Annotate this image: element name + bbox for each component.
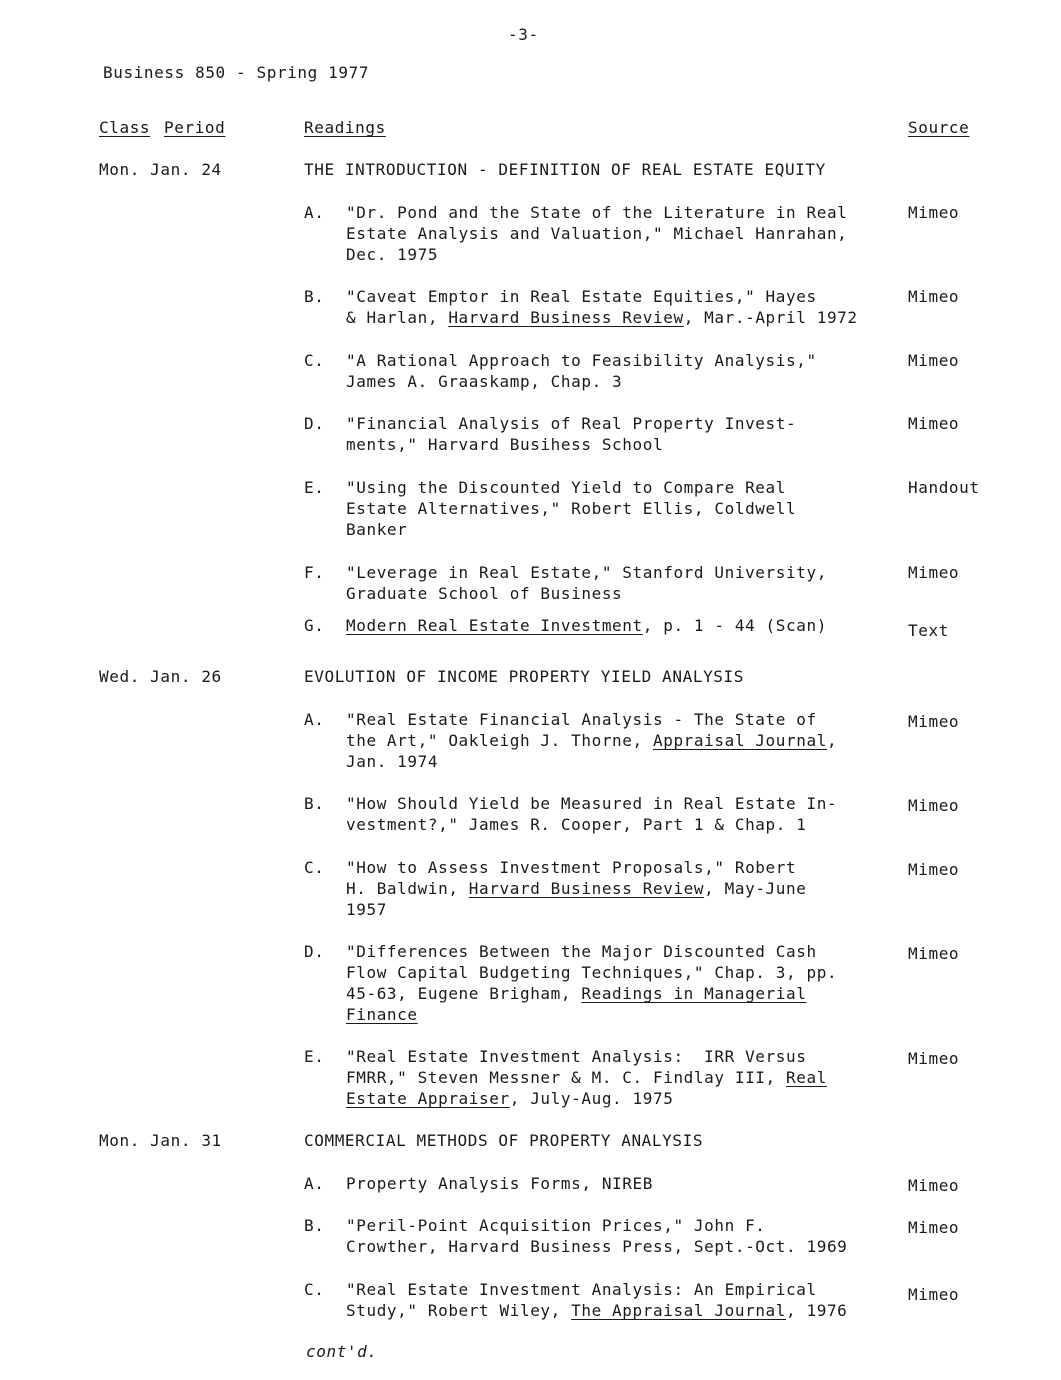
reading-text: Estate Analysis and Valuation," Michael Hanrahan, xyxy=(346,224,848,243)
reading-text: "How to Assess Investment Proposals," Robert xyxy=(346,858,797,877)
reading-source: Mimeo xyxy=(908,414,960,433)
reading-text: Study," Robert Wiley, xyxy=(346,1301,572,1320)
reading-letter: D. xyxy=(304,942,325,961)
reading-line xyxy=(346,371,622,392)
reading-source: Mimeo xyxy=(908,1218,960,1237)
reading-line xyxy=(346,434,663,455)
publication-title: The Appraisal Journal xyxy=(571,1301,787,1320)
reading-text: "How Should Yield be Measured in Real Estate In- xyxy=(346,794,838,813)
session-date: Mon. Jan. 31 xyxy=(99,1131,222,1150)
reading-line xyxy=(346,286,817,307)
reading-line xyxy=(346,498,796,519)
reading-text: "Financial Analysis of Real Property Invest- xyxy=(346,414,797,433)
reading-letter: C. xyxy=(304,351,325,370)
reading-source: Mimeo xyxy=(908,351,960,370)
reading-text: "Peril-Point Acquisition Prices," John F. xyxy=(346,1216,766,1235)
publication-title: Finance xyxy=(346,1005,418,1024)
reading-text: 1957 xyxy=(346,900,387,919)
reading-text: , 1976 xyxy=(786,1301,848,1320)
reading-line xyxy=(346,244,438,265)
reading-source: Mimeo xyxy=(908,287,960,306)
reading-line xyxy=(346,1173,653,1194)
reading-text: James A. Graaskamp, Chap. 3 xyxy=(346,372,623,391)
reading-text: Banker xyxy=(346,520,408,539)
reading-text: Crowther, Harvard Business Press, Sept.-Oct. 1969 xyxy=(346,1237,848,1256)
reading-source: Mimeo xyxy=(908,1049,960,1068)
reading-line xyxy=(346,1067,827,1088)
publication-title: Harvard Business Review xyxy=(448,308,684,327)
reading-line xyxy=(346,814,806,835)
reading-source: Mimeo xyxy=(908,712,960,731)
reading-line xyxy=(346,878,806,899)
publication-title: Modern Real Estate Investment xyxy=(346,616,643,635)
reading-source: Mimeo xyxy=(908,563,960,582)
reading-text: 45-63, Eugene Brigham, xyxy=(346,984,582,1003)
reading-line xyxy=(346,751,438,772)
reading-line xyxy=(346,1300,847,1321)
reading-line xyxy=(346,730,837,751)
reading-text: , Mar.-April 1972 xyxy=(683,308,858,327)
publication-title: Harvard Business Review xyxy=(468,879,705,898)
reading-text: "Caveat Emptor in Real Estate Equities," Hayes xyxy=(346,287,817,306)
reading-text: H. Baldwin, xyxy=(346,879,469,898)
reading-line xyxy=(346,1215,766,1236)
reading-text: FMRR," Steven Messner & M. C. Findlay III, xyxy=(346,1068,787,1087)
reading-line xyxy=(346,615,827,636)
reading-line xyxy=(346,583,622,604)
reading-text: "A Rational Approach to Feasibility Analysis," xyxy=(346,351,817,370)
reading-letter: D. xyxy=(304,414,325,433)
reading-line xyxy=(346,983,806,1004)
reading-line xyxy=(346,1004,418,1025)
reading-text: vestment?," James R. Cooper, Part 1 & Chap. 1 xyxy=(346,815,807,834)
reading-line xyxy=(346,519,407,540)
reading-source: Mimeo xyxy=(908,796,960,815)
reading-source: Mimeo xyxy=(908,944,960,963)
continued-note: cont'd. xyxy=(306,1342,378,1361)
reading-text: , July-Aug. 1975 xyxy=(509,1089,674,1108)
reading-letter: A. xyxy=(304,710,325,729)
reading-source: Mimeo xyxy=(908,860,960,879)
column-header-source: Source xyxy=(908,118,970,137)
session-date: Wed. Jan. 26 xyxy=(99,667,222,686)
reading-text: the Art," Oakleigh J. Thorne, xyxy=(346,731,653,750)
reading-text: Dec. 1975 xyxy=(346,245,439,264)
reading-line xyxy=(346,202,847,223)
reading-letter: B. xyxy=(304,1216,325,1235)
reading-text: "Differences Between the Major Discounted Cash xyxy=(346,942,817,961)
reading-letter: G. xyxy=(304,616,325,635)
reading-letter: F. xyxy=(304,563,325,582)
reading-text: Property Analysis Forms, NIREB xyxy=(346,1174,653,1193)
reading-letter: C. xyxy=(304,1280,325,1299)
reading-line xyxy=(346,562,827,583)
publication-title: Estate Appraiser xyxy=(346,1089,510,1108)
column-header-period: Period xyxy=(164,118,226,137)
reading-source: Mimeo xyxy=(908,1176,960,1195)
reading-text: "Leverage in Real Estate," Stanford University, xyxy=(346,563,827,582)
reading-source: Mimeo xyxy=(908,1285,960,1304)
publication-title: Real xyxy=(786,1068,827,1087)
reading-line xyxy=(346,223,847,244)
reading-letter: B. xyxy=(304,287,325,306)
reading-line xyxy=(346,350,817,371)
reading-line xyxy=(346,413,796,434)
reading-letter: B. xyxy=(304,794,325,813)
reading-line xyxy=(346,477,786,498)
session-topic: EVOLUTION OF INCOME PROPERTY YIELD ANALYSIS xyxy=(304,667,745,686)
reading-source: Handout xyxy=(908,478,980,497)
reading-text: "Using the Discounted Yield to Compare Real xyxy=(346,478,787,497)
reading-text: Jan. 1974 xyxy=(346,752,439,771)
reading-text: & Harlan, xyxy=(346,308,449,327)
reading-line xyxy=(346,857,796,878)
session-topic: THE INTRODUCTION - DEFINITION OF REAL ESTATE EQUITY xyxy=(304,160,826,179)
reading-text: , p. 1 - 44 (Scan) xyxy=(642,616,827,635)
reading-line xyxy=(346,1088,673,1109)
reading-text: ments," Harvard Busihess School xyxy=(346,435,664,454)
reading-text: , May-June xyxy=(704,879,807,898)
column-header-readings: Readings xyxy=(304,118,386,137)
reading-letter: C. xyxy=(304,858,325,877)
session-date: Mon. Jan. 24 xyxy=(99,160,222,179)
reading-text: "Real Estate Investment Analysis: An Empirical xyxy=(346,1280,817,1299)
page-number: -3- xyxy=(508,25,539,44)
reading-line xyxy=(346,899,387,920)
column-header-class: Class xyxy=(99,118,151,137)
reading-line xyxy=(346,709,817,730)
reading-source: Mimeo xyxy=(908,203,960,222)
reading-letter: A. xyxy=(304,1174,325,1193)
reading-text: "Dr. Pond and the State of the Literature in Real xyxy=(346,203,848,222)
reading-text: "Real Estate Financial Analysis - The State of xyxy=(346,710,817,729)
reading-text: Estate Alternatives," Robert Ellis, Coldwell xyxy=(346,499,797,518)
publication-title: Readings in Managerial xyxy=(581,984,807,1003)
reading-text: , xyxy=(826,731,838,750)
reading-letter: E. xyxy=(304,478,325,497)
reading-line xyxy=(346,1236,847,1257)
reading-text: "Real Estate Investment Analysis: IRR Versus xyxy=(346,1047,807,1066)
reading-line xyxy=(346,941,817,962)
reading-letter: A. xyxy=(304,203,325,222)
publication-title: Appraisal Journal xyxy=(652,731,827,750)
reading-line xyxy=(346,1279,817,1300)
reading-line xyxy=(346,1046,806,1067)
reading-line xyxy=(346,793,837,814)
reading-text: Graduate School of Business xyxy=(346,584,623,603)
session-topic: COMMERCIAL METHODS OF PROPERTY ANALYSIS xyxy=(304,1131,704,1150)
course-heading: Business 850 - Spring 1977 xyxy=(103,63,370,82)
reading-text: Flow Capital Budgeting Techniques," Chap. 3, pp. xyxy=(346,963,838,982)
reading-line xyxy=(346,307,858,328)
reading-line xyxy=(346,962,837,983)
reading-source: Text xyxy=(908,621,949,640)
reading-letter: E. xyxy=(304,1047,325,1066)
